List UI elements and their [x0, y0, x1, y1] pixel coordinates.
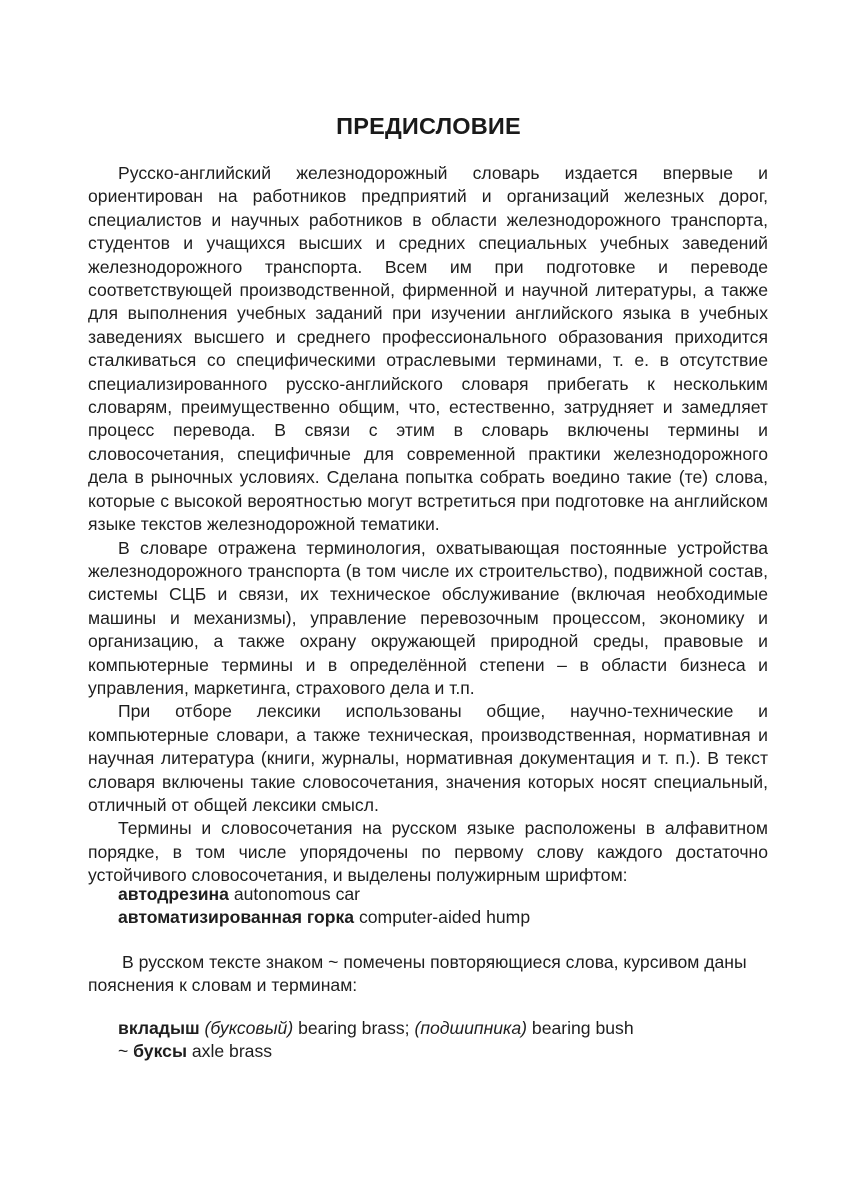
example-note: (буксовый) — [204, 1018, 294, 1038]
example-term: автодрезина — [118, 884, 229, 904]
example-entry — [118, 883, 778, 906]
paragraph-tilde: В русском тексте знаком ~ помечены повторяющиеся слова, курсивом даны пояснения к словам и терминам: — [88, 952, 747, 996]
paragraph-ordering: Термины и словосочетания на русском языке расположены в алфавитном порядке, в том числе упорядочены по первому слову каждого достаточно устойчивого словосочетания, и выделены полужирным шрифтом: — [88, 818, 768, 886]
example-entry — [118, 906, 778, 929]
paragraph-intro: Русско-английский железнодорожный словарь издается впервые и ориентирован на работников предприятий и организаций железных дорог, специалистов и научных работников в области железнодорожного транспорта, студентов и учащихся высших и средних специальных учебных заведений железнодорожного транспорта. Всем им при подготовке и переводе соответствующей производственной, фирменной и научной литературы, а также для выполнения учебных заданий при изучении английского языка в учебных заведениях высшего и среднего профессионального образования приходится сталкиваться со специфическими отраслевыми терминами, т. е. в отсутствие специализированного русско-английского словаря прибегать к нескольким словарям, преимущественно общим, что, естественно, затрудняет и замедляет процесс перевода. В связи с этим в словарь включены термины и словосочетания, специфичные для современной практики железнодорожного дела в рыночных условиях. Сделана попытка собрать воедино такие (те) слова, которые с высокой вероятностью могут встретиться при подготовке на английском языке текстов железнодорожной тематики. — [88, 163, 768, 535]
example-block-tilde — [118, 1017, 778, 1064]
example-entry — [118, 1017, 778, 1040]
example-note: (подшипника) — [414, 1018, 528, 1038]
preface-body — [88, 162, 768, 888]
paragraph-terminology: В словаре отражена терминология, охватывающая постоянные устройства железнодорожного транспорта (в том числе их строительство), подвижной состав, системы СЦБ и связи, их техническое обслуживание (включая необходимые машины и механизмы), управление перевозочным процессом, экономику и организацию, а также охрану окружающей природной среды, правовые и компьютерные термины и в определённой степени – в области бизнеса и управления, маркетинга, страхового дела и т.п. — [88, 537, 768, 698]
example-term: буксы — [133, 1041, 187, 1062]
example-entry — [118, 1040, 778, 1063]
page-title: ПРЕДИСЛОВИЕ — [336, 113, 521, 139]
example-translation: bearing brass; — [293, 1018, 415, 1038]
paragraph-sources: При отборе лексики использованы общие, научно-технические и компьютерные словари, а также техническая, производственная, нормативная и научная литература (книги, журналы, нормативная документация и т. п.). В текст словаря включены такие словосочетания, значения которых носят специальный, отличный от общей лексики смысл. — [88, 701, 768, 815]
example-translation: axle brass — [186, 1041, 273, 1062]
example-block-ordering — [118, 883, 778, 930]
example-translation: bearing bush — [527, 1018, 634, 1038]
example-term: вкладыш — [118, 1018, 200, 1038]
example-translation: computer-aided hump — [354, 907, 531, 928]
example-term: автоматизированная горка — [118, 907, 355, 928]
tilde-marker: ~ — [118, 1041, 134, 1062]
tilde-note — [88, 951, 778, 998]
example-translation: autonomous car — [228, 884, 361, 904]
